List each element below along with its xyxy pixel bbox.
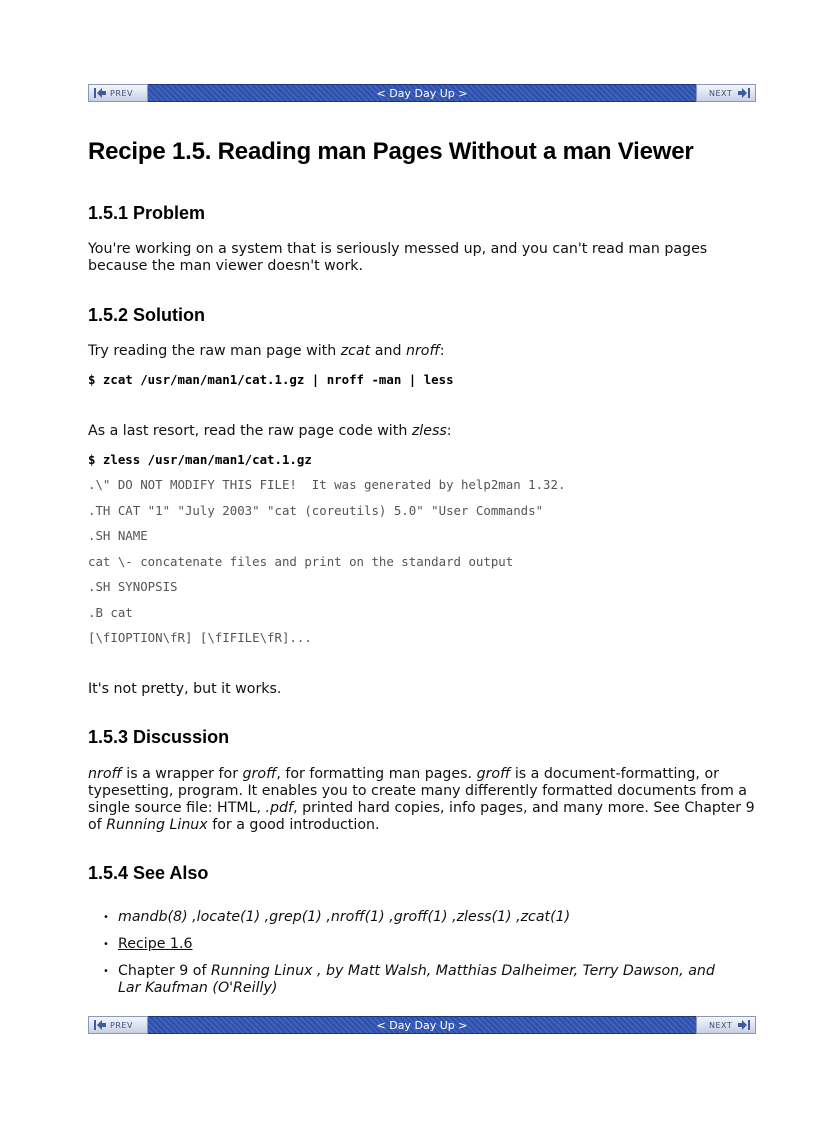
problem-text: You're working on a system that is seriously messed up, and you can't read man pages because the man viewer doesn't work. (88, 241, 708, 274)
nav-center-link[interactable] (148, 84, 696, 102)
see-also-list (88, 909, 738, 1007)
arrow-right-icon (738, 1020, 750, 1030)
prev-label: PREV (110, 89, 133, 98)
next-button[interactable] (696, 1016, 756, 1034)
solution-resort: As a last resort, read the raw page code with zless: (88, 423, 452, 439)
discussion-heading: 1.5.3 Discussion (88, 727, 230, 747)
code-line: cat \- concatenate files and print on the standard output (88, 554, 514, 569)
top-nav-bar (88, 84, 756, 102)
prev-label: PREV (110, 1021, 133, 1030)
nav-center-label: < Day Day Up > (376, 87, 468, 100)
command-zcat: $ zcat /usr/man/man1/cat.1.gz | nroff -man | less (88, 372, 454, 387)
next-label: NEXT (709, 89, 733, 98)
page-title: Recipe 1.5. Reading man Pages Without a man Viewer (88, 138, 694, 165)
code-line: [\fIOPTION\fR] [\fIFILE\fR]... (88, 630, 312, 645)
code-line: .B cat (88, 605, 133, 620)
solution-closing: It's not pretty, but it works. (88, 681, 282, 697)
list-item: • Chapter 9 of Running Linux , by Matt Walsh, Matthias Dalheimer, Terry Dawson, and Lar Kaufman (O'Reilly) (88, 963, 738, 997)
see-also-man-refs: mandb(8) ,locate(1) ,grep(1) ,nroff(1) ,groff(1) ,zless(1) ,zcat(1) (118, 909, 571, 925)
next-label: NEXT (709, 1021, 733, 1030)
bottom-nav-bar (88, 1016, 756, 1034)
list-item (88, 909, 738, 926)
code-line: .TH CAT "1" "July 2003" "cat (coreutils) 5.0" "User Commands" (88, 503, 544, 518)
discussion-text: nroff is a wrapper for groff, for formatting man pages. groff is a document-formatting, or typesetting, program. It enables you to create many differently formatted documents from a single source file: HTML, .pdf, printed hard copies, info pages, and many more. See Chapter 9 of Running Linux for a good introduction. (88, 766, 755, 833)
prev-button[interactable] (88, 84, 148, 102)
nav-center-label: < Day Day Up > (376, 1019, 468, 1032)
see-also-heading: 1.5.4 See Also (88, 863, 209, 883)
command-zless: $ zless /usr/man/man1/cat.1.gz (88, 452, 312, 467)
recipe-1-6-link[interactable]: Recipe 1.6 (118, 936, 193, 952)
arrow-right-icon (738, 88, 750, 98)
solution-heading: 1.5.2 Solution (88, 305, 206, 325)
code-line: .SH NAME (88, 528, 148, 543)
code-line: .SH SYNOPSIS (88, 579, 178, 594)
arrow-left-icon (94, 1020, 106, 1030)
prev-button[interactable] (88, 1016, 148, 1034)
list-item (88, 936, 738, 953)
code-line: .\" DO NOT MODIFY THIS FILE! It was generated by help2man 1.32. (88, 477, 566, 492)
solution-intro: Try reading the raw man page with zcat and nroff: (88, 343, 445, 359)
nav-center-link[interactable] (148, 1016, 696, 1034)
arrow-left-icon (94, 88, 106, 98)
problem-heading: 1.5.1 Problem (88, 203, 206, 223)
next-button[interactable] (696, 84, 756, 102)
